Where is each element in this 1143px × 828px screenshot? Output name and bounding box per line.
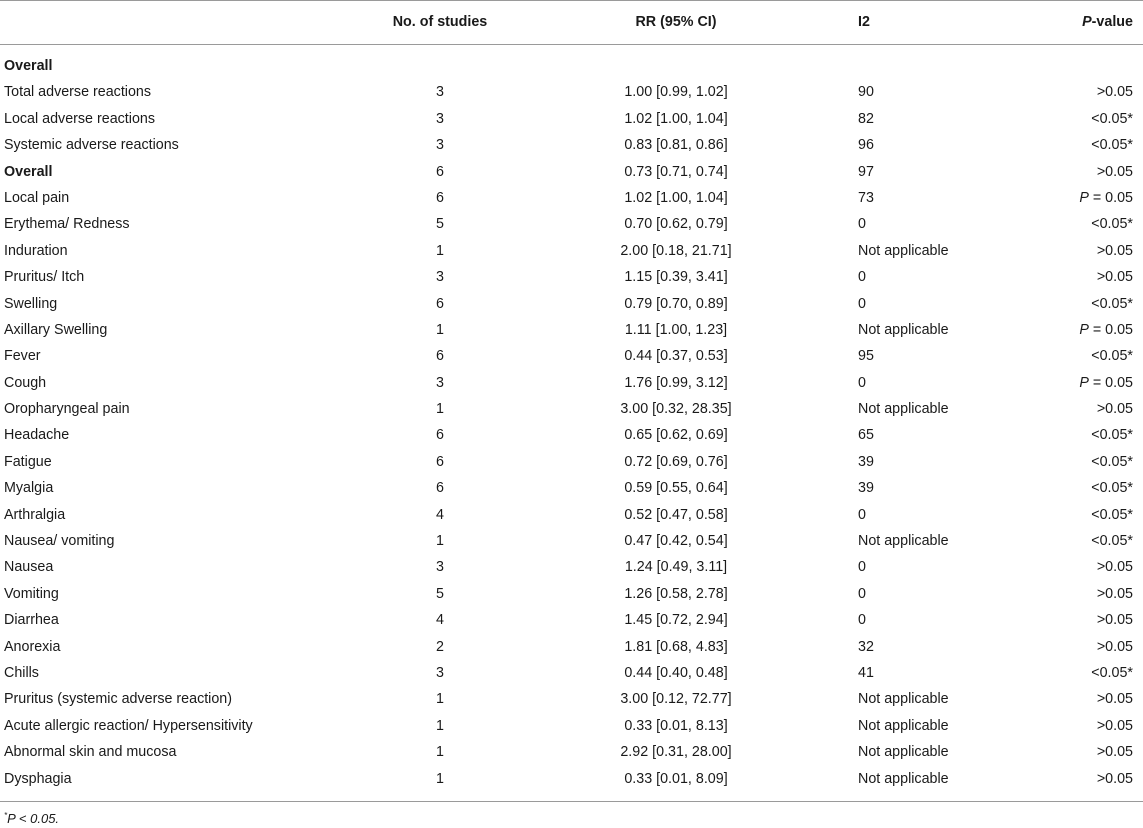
cell-studies-text: 3 bbox=[436, 84, 444, 101]
cell-p-value: <0.05* bbox=[1091, 664, 1133, 681]
cell-outcome: Overall bbox=[4, 163, 53, 180]
header-p-rest: -value bbox=[1091, 14, 1133, 30]
cell-rr-text: 0.33 [0.01, 8.13] bbox=[624, 717, 728, 734]
table-row bbox=[0, 396, 1143, 422]
cell-outcome: Fever bbox=[4, 348, 41, 365]
header-rr-label: RR (95% CI) bbox=[635, 14, 717, 30]
table-row bbox=[0, 475, 1143, 501]
cell-studies-text: 1 bbox=[436, 533, 444, 550]
cell-outcome: Nausea/ vomiting bbox=[4, 533, 115, 550]
cell-p-value: <0.05* bbox=[1091, 110, 1133, 127]
cell-rr-text: 3.00 [0.32, 28.35] bbox=[620, 401, 732, 418]
cell-p-value: >0.05 bbox=[1096, 770, 1133, 787]
cell-outcome: Induration bbox=[4, 242, 68, 259]
header-p-italic: P bbox=[1082, 14, 1092, 30]
cell-i2: Not applicable bbox=[858, 242, 949, 259]
table-row bbox=[0, 159, 1143, 185]
table-row bbox=[0, 317, 1143, 343]
cell-rr-text: 0.44 [0.37, 0.53] bbox=[624, 348, 728, 365]
cell-outcome: Swelling bbox=[4, 295, 58, 312]
cell-rr-text: 0.83 [0.81, 0.86] bbox=[624, 137, 728, 154]
cell-p-value: >0.05 bbox=[1096, 269, 1133, 286]
header-studies-label: No. of studies bbox=[392, 14, 488, 30]
table-row bbox=[0, 211, 1143, 237]
table-row bbox=[0, 554, 1143, 580]
cell-outcome: Erythema/ Redness bbox=[4, 216, 130, 233]
cell-studies-text: 3 bbox=[436, 559, 444, 576]
table-row bbox=[0, 660, 1143, 686]
table-row bbox=[0, 264, 1143, 290]
cell-p-value: >0.05 bbox=[1096, 559, 1133, 576]
cell-p-value: <0.05* bbox=[1091, 453, 1133, 470]
cell-rr-text: 1.76 [0.99, 3.12] bbox=[624, 374, 728, 391]
cell-i2: 0 bbox=[858, 269, 866, 286]
cell-p-value: P = 0.05 bbox=[1079, 189, 1133, 206]
table-row bbox=[0, 291, 1143, 317]
cell-i2: Not applicable bbox=[858, 533, 949, 550]
cell-studies-text: 1 bbox=[436, 401, 444, 418]
cell-rr-text: 0.52 [0.47, 0.58] bbox=[624, 506, 728, 523]
cell-p-value: <0.05* bbox=[1091, 506, 1133, 523]
cell-rr-text: 1.15 [0.39, 3.41] bbox=[624, 269, 728, 286]
cell-outcome: Pruritus/ Itch bbox=[4, 269, 85, 286]
cell-outcome: Total adverse reactions bbox=[4, 84, 152, 101]
cell-studies-text: 6 bbox=[436, 453, 444, 470]
cell-p-value: >0.05 bbox=[1096, 691, 1133, 708]
cell-p-value: >0.05 bbox=[1096, 638, 1133, 655]
cell-rr-text: 3.00 [0.12, 72.77] bbox=[620, 691, 732, 708]
cell-rr-text: 0.73 [0.71, 0.74] bbox=[624, 163, 728, 180]
cell-rr-text: 0.70 [0.62, 0.79] bbox=[624, 216, 728, 233]
cell-rr-text: 1.02 [1.00, 1.04] bbox=[624, 110, 728, 127]
cell-rr-text: 1.24 [0.49, 3.11] bbox=[624, 559, 728, 576]
cell-studies-text: 6 bbox=[436, 348, 444, 365]
table-row bbox=[0, 581, 1143, 607]
cell-studies-text: 1 bbox=[436, 717, 444, 734]
cell-rr-text: 0.72 [0.69, 0.76] bbox=[624, 453, 728, 470]
cell-p-value: <0.05* bbox=[1091, 427, 1133, 444]
cell-outcome: Acute allergic reaction/ Hypersensitivity bbox=[4, 717, 253, 734]
cell-outcome: Abnormal skin and mucosa bbox=[4, 744, 177, 761]
cell-studies-text: 6 bbox=[436, 480, 444, 497]
cell-outcome: Local adverse reactions bbox=[4, 110, 155, 127]
table-row bbox=[0, 343, 1143, 369]
header-i2: I2 bbox=[858, 14, 870, 30]
cell-studies-text: 6 bbox=[436, 427, 444, 444]
cell-p-value: >0.05 bbox=[1096, 612, 1133, 629]
cell-p-value: >0.05 bbox=[1096, 401, 1133, 418]
table-row bbox=[0, 607, 1143, 633]
cell-studies-text: 6 bbox=[436, 189, 444, 206]
cell-studies-text: 6 bbox=[436, 295, 444, 312]
cell-studies-text: 2 bbox=[436, 638, 444, 655]
cell-studies-text: 1 bbox=[436, 770, 444, 787]
table-row bbox=[0, 686, 1143, 712]
cell-rr-text: 1.02 [1.00, 1.04] bbox=[624, 189, 728, 206]
cell-p-value: <0.05* bbox=[1091, 137, 1133, 154]
table-row bbox=[0, 502, 1143, 528]
cell-rr-text: 0.65 [0.62, 0.69] bbox=[624, 427, 728, 444]
cell-p-value: P = 0.05 bbox=[1079, 374, 1133, 391]
cell-i2: 0 bbox=[858, 216, 866, 233]
cell-outcome: Anorexia bbox=[4, 638, 61, 655]
cell-i2: Not applicable bbox=[858, 770, 949, 787]
cell-outcome: Pruritus (systemic adverse reaction) bbox=[4, 691, 233, 708]
cell-p-value: <0.05* bbox=[1091, 348, 1133, 365]
cell-i2: 0 bbox=[858, 559, 866, 576]
cell-p-value: <0.05* bbox=[1091, 216, 1133, 233]
table-row bbox=[0, 634, 1143, 660]
cell-studies-text: 1 bbox=[436, 691, 444, 708]
footnote-text: P < 0.05. bbox=[7, 811, 60, 826]
cell-outcome: Vomiting bbox=[4, 585, 59, 602]
cell-studies-text: 4 bbox=[436, 506, 444, 523]
cell-studies-text: 4 bbox=[436, 612, 444, 629]
cell-studies-text: 1 bbox=[436, 242, 444, 259]
cell-outcome: Headache bbox=[4, 427, 70, 444]
cell-outcome: Axillary Swelling bbox=[4, 321, 108, 338]
cell-i2: 90 bbox=[858, 84, 874, 101]
cell-studies-text: 1 bbox=[436, 321, 444, 338]
cell-studies-text: 3 bbox=[436, 110, 444, 127]
table-row bbox=[0, 713, 1143, 739]
cell-i2: 39 bbox=[858, 453, 874, 470]
cell-outcome: Cough bbox=[4, 374, 47, 391]
cell-outcome: Nausea bbox=[4, 559, 54, 576]
cell-studies-text: 3 bbox=[436, 137, 444, 154]
cell-i2: 0 bbox=[858, 585, 866, 602]
cell-outcome: Arthralgia bbox=[4, 506, 66, 523]
cell-p-value: <0.05* bbox=[1091, 533, 1133, 550]
cell-p-value: >0.05 bbox=[1096, 163, 1133, 180]
cell-i2: Not applicable bbox=[858, 321, 949, 338]
table-header-row bbox=[0, 0, 1143, 44]
cell-rr-text: 0.44 [0.40, 0.48] bbox=[624, 664, 728, 681]
cell-studies-text: 6 bbox=[436, 163, 444, 180]
cell-i2: 0 bbox=[858, 612, 866, 629]
cell-outcome: Myalgia bbox=[4, 480, 54, 497]
table-row bbox=[0, 370, 1143, 396]
cell-outcome: Dysphagia bbox=[4, 770, 72, 787]
cell-i2: Not applicable bbox=[858, 691, 949, 708]
cell-i2: 32 bbox=[858, 638, 874, 655]
cell-i2: 0 bbox=[858, 295, 866, 312]
cell-rr-text: 0.59 [0.55, 0.64] bbox=[624, 480, 728, 497]
cell-outcome: Diarrhea bbox=[4, 612, 59, 629]
table-body bbox=[0, 53, 1143, 792]
cell-studies-text: 5 bbox=[436, 216, 444, 233]
cell-i2: 73 bbox=[858, 189, 874, 206]
cell-studies-text: 3 bbox=[436, 269, 444, 286]
cell-p-value: >0.05 bbox=[1096, 717, 1133, 734]
table-row bbox=[0, 528, 1143, 554]
table-row bbox=[0, 53, 1143, 79]
cell-p-value: >0.05 bbox=[1096, 744, 1133, 761]
cell-rr-text: 2.00 [0.18, 21.71] bbox=[620, 242, 732, 259]
cell-outcome: Overall bbox=[4, 58, 53, 74]
cell-i2: 96 bbox=[858, 137, 874, 154]
table-bottom-rule bbox=[0, 801, 1143, 802]
cell-i2: 97 bbox=[858, 163, 874, 180]
table-row bbox=[0, 132, 1143, 158]
cell-outcome: Systemic adverse reactions bbox=[4, 137, 179, 154]
cell-rr-text: 1.00 [0.99, 1.02] bbox=[624, 84, 728, 101]
cell-p-value: P = 0.05 bbox=[1079, 321, 1133, 338]
cell-rr-text: 0.33 [0.01, 8.09] bbox=[624, 770, 728, 787]
cell-i2: Not applicable bbox=[858, 744, 949, 761]
table-row bbox=[0, 185, 1143, 211]
cell-rr-text: 1.81 [0.68, 4.83] bbox=[624, 638, 728, 655]
cell-p-value: >0.05 bbox=[1096, 242, 1133, 259]
cell-i2: 41 bbox=[858, 664, 874, 681]
cell-studies-text: 1 bbox=[436, 744, 444, 761]
cell-p-value: >0.05 bbox=[1096, 585, 1133, 602]
table-header-rule bbox=[0, 44, 1143, 45]
table-row bbox=[0, 79, 1143, 105]
cell-i2: 39 bbox=[858, 480, 874, 497]
cell-rr-text: 1.11 [1.00, 1.23] bbox=[624, 321, 728, 338]
cell-rr-text: 1.26 [0.58, 2.78] bbox=[624, 585, 728, 602]
footnote-marker: * bbox=[4, 811, 8, 820]
cell-studies-text: 3 bbox=[436, 374, 444, 391]
cell-i2: 95 bbox=[858, 348, 874, 365]
cell-i2: Not applicable bbox=[858, 401, 949, 418]
table-row bbox=[0, 238, 1143, 264]
cell-p-value: <0.05* bbox=[1091, 480, 1133, 497]
table-footnote bbox=[4, 811, 59, 826]
table-row bbox=[0, 739, 1143, 765]
cell-p-value: >0.05 bbox=[1096, 84, 1133, 101]
cell-rr-text: 0.79 [0.70, 0.89] bbox=[624, 295, 728, 312]
cell-rr-text: 0.47 [0.42, 0.54] bbox=[624, 533, 728, 550]
cell-i2: 65 bbox=[858, 427, 874, 444]
cell-i2: 82 bbox=[858, 110, 874, 127]
cell-i2: 0 bbox=[858, 506, 866, 523]
cell-outcome: Chills bbox=[4, 664, 39, 681]
table-row bbox=[0, 449, 1143, 475]
cell-i2: Not applicable bbox=[858, 717, 949, 734]
cell-rr-text: 1.45 [0.72, 2.94] bbox=[624, 612, 728, 629]
cell-outcome: Fatigue bbox=[4, 453, 52, 470]
header-p-value bbox=[1082, 0, 1133, 44]
cell-p-value: <0.05* bbox=[1091, 295, 1133, 312]
table-row bbox=[0, 766, 1143, 792]
cell-outcome: Local pain bbox=[4, 189, 70, 206]
cell-studies-text: 3 bbox=[436, 664, 444, 681]
cell-studies-text: 5 bbox=[436, 585, 444, 602]
cell-outcome: Oropharyngeal pain bbox=[4, 401, 130, 418]
cell-i2: 0 bbox=[858, 374, 866, 391]
table-row bbox=[0, 106, 1143, 132]
table-row bbox=[0, 422, 1143, 448]
cell-rr-text: 2.92 [0.31, 28.00] bbox=[620, 744, 732, 761]
